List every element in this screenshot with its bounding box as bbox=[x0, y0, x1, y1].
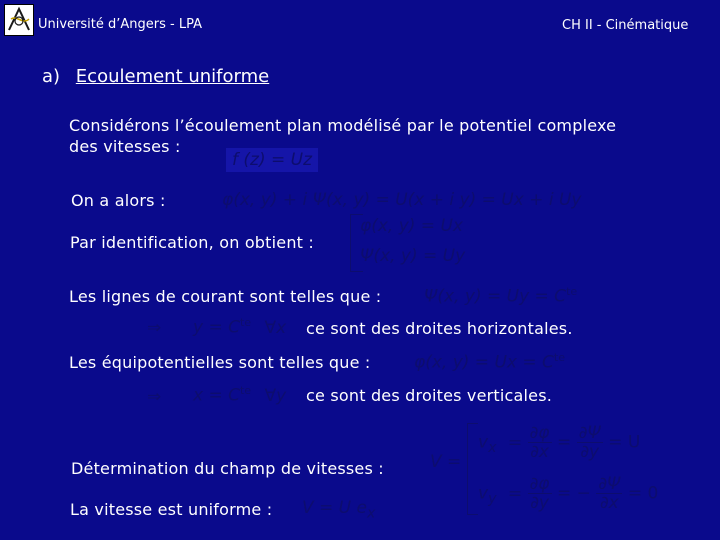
par-identification-label: Par identification, on obtient : bbox=[70, 233, 315, 252]
equation-y-const bbox=[193, 316, 286, 338]
intro-line-1: Considérons l’écoulement plan modélisé par le potentiel complexe bbox=[69, 116, 617, 135]
vx-sub: x bbox=[488, 439, 497, 456]
equation-on-a-alors: φ(x, y) + i Ψ(x, y) = U(x + i y) = Ux + i Uy bbox=[222, 190, 582, 210]
section-title bbox=[42, 66, 269, 87]
equation-phi: φ(x, y) = Ux bbox=[360, 216, 463, 236]
section-title-text: Ecoulement uniforme bbox=[75, 66, 270, 87]
equipotentielles-label: Les équipotentielles sont telles que : bbox=[69, 353, 371, 372]
section-number: a) bbox=[42, 66, 61, 87]
header-right: CH II - Cinématique bbox=[562, 18, 689, 33]
equation-lignes-sup: te bbox=[566, 285, 578, 298]
droites-verticales-text: ce sont des droites verticales. bbox=[306, 386, 553, 405]
equation-vy: $v_y$ = $\frac{\partial\varphi}{\partial y}$ = − $\frac{\partial\Psi}{\partial x}$ = 0 bbox=[478, 474, 659, 513]
intro-line-2: des vitesses : bbox=[69, 137, 181, 156]
forall-y: ∀y bbox=[264, 385, 287, 406]
droites-horizontales-text: ce sont des droites horizontales. bbox=[306, 319, 573, 338]
uniform-sub: x bbox=[367, 505, 376, 522]
implies-arrow-1: ⇒ bbox=[147, 318, 162, 338]
equation-equi-sup: te bbox=[553, 351, 565, 364]
implies-arrow-2: ⇒ bbox=[147, 387, 162, 407]
equation-uniform bbox=[302, 498, 375, 521]
vy-main: v bbox=[478, 483, 489, 504]
x-const-main: x = C bbox=[193, 385, 240, 406]
equation-x-const bbox=[193, 384, 286, 406]
equation-vx: $v_x$ = $\frac{\partial\varphi}{\partial x}$ = $\frac{\partial\Psi}{\partial y}$ = U bbox=[478, 423, 641, 462]
equation-lignes-main: Ψ(x, y) = Uy = C bbox=[424, 286, 567, 307]
uniform-main: V = U e bbox=[302, 498, 367, 518]
vitesse-uniforme-label: La vitesse est uniforme : bbox=[70, 500, 273, 519]
lignes-courant-label: Les lignes de courant sont telles que : bbox=[69, 287, 382, 306]
equation-fz: f (z) = Uz bbox=[226, 148, 318, 172]
equation-equi-main: φ(x, y) = Ux = C bbox=[414, 352, 554, 373]
header-left: Université d’Angers - LPA bbox=[38, 17, 202, 32]
equation-v-vec: V = bbox=[430, 452, 462, 472]
y-const-sup: te bbox=[239, 316, 252, 329]
velocity-brace bbox=[467, 423, 478, 515]
x-const-sup: te bbox=[239, 384, 252, 397]
forall-x: ∀x bbox=[264, 317, 287, 338]
equation-equi bbox=[414, 351, 565, 373]
y-const-main: y = C bbox=[193, 317, 240, 338]
on-a-alors-label: On a alors : bbox=[71, 191, 166, 210]
equation-psi: Ψ(x, y) = Uy bbox=[360, 246, 466, 266]
vx-main: v bbox=[478, 432, 489, 453]
university-logo-icon bbox=[4, 4, 34, 36]
vy-sub: y bbox=[488, 490, 497, 507]
equation-lignes bbox=[424, 285, 577, 307]
determination-label: Détermination du champ de vitesses : bbox=[71, 459, 384, 478]
